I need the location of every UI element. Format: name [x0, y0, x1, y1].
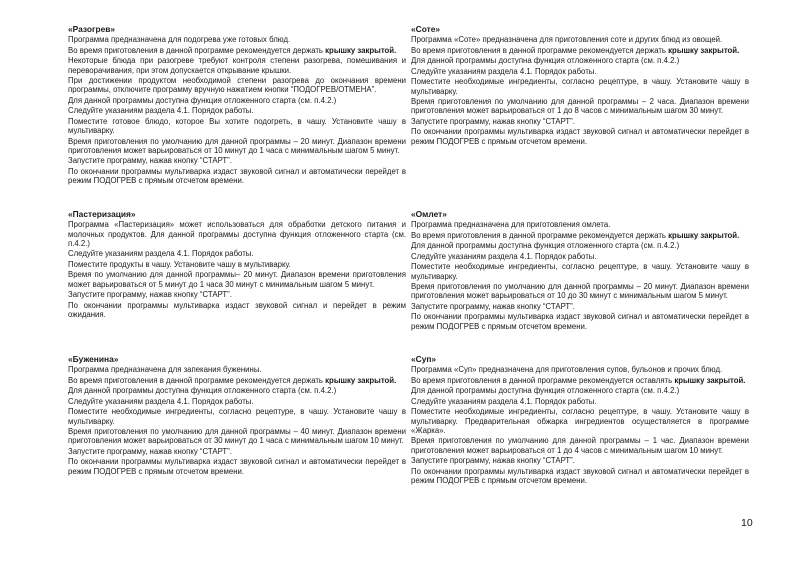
right-section: [411, 24, 749, 147]
paragraph-text: Поместите готовое блюдо, которое Вы хотите подогреть, в чашу. Установите чашу в мультиварку.: [68, 116, 406, 136]
paragraph: [411, 46, 749, 55]
paragraph-text: Время приготовления по умолчанию для данной программы – 20 минут. Диапазон времени приготовления может варьироваться от 10 до 30 минут с минимальным шагом 5 минут.: [411, 282, 749, 301]
paragraph-text: Для данной программы доступна функция отложенного старта (см. п.4.2.): [411, 241, 680, 251]
paragraph: [411, 35, 749, 44]
paragraph: [68, 249, 406, 258]
paragraph: [68, 35, 406, 44]
left-section: [68, 354, 406, 477]
paragraph: [68, 270, 406, 289]
right-section: [411, 209, 749, 332]
paragraph: [411, 456, 749, 465]
paragraph-text: Следуйте указаниям раздела 4.1. Порядок работы.: [68, 106, 254, 116]
paragraph-text: Программа «Соте» предназначена для приготовления соте и других блюд из овощей.: [411, 35, 723, 45]
paragraph-text: По окончании программы мультиварка издаст звуковой сигнал и автоматически перейдет в режим ПОДОГРЕВ с прямым отсчетом времени.: [411, 127, 749, 146]
paragraph: [68, 137, 406, 156]
paragraph: [68, 301, 406, 320]
paragraph-text: По окончании программы мультиварка издаст звуковой сигнал и автоматически перейдет в режим ПОДОГРЕВ с прямым отсчетом времени.: [411, 466, 749, 485]
section-title: «Соте»: [411, 24, 441, 34]
paragraph-text: Время по умолчанию для данной программы– 20 минут. Диапазон времени приготовления может варьироваться от 5 минут до 1 часа 30 минут с минимальным шагом 5 минут.: [68, 270, 406, 289]
paragraph: [68, 365, 406, 374]
paragraph-bold-text: крышку закрытой.: [674, 375, 746, 385]
section-title: «Омлет»: [411, 209, 447, 219]
paragraph-text: Во время приготовления в данной программе рекомендуется держать: [411, 230, 669, 240]
paragraph: [411, 386, 749, 395]
section-title: «Суп»: [411, 354, 437, 364]
paragraph-text: Для данной программы доступна функция отложенного старта (см. п.4.2.): [411, 56, 680, 66]
paragraph-text: Поместите продукты в чашу. Установите чашу в мультиварку.: [68, 259, 291, 269]
paragraph: [68, 220, 406, 248]
paragraph-text: Во время приготовления в данной программе рекомендуется держать: [68, 45, 326, 55]
paragraph-text: Запустите программу, нажав кнопку “СТАРТ”.: [411, 456, 575, 466]
paragraph-text: По окончании программы мультиварка издаст звуковой сигнал и автоматически перейдет в режим ПОДОГРЕВ с прямым отсчетом времени.: [68, 457, 406, 476]
paragraph: [411, 56, 749, 65]
paragraph: [411, 376, 749, 385]
paragraph: [411, 467, 749, 486]
paragraph-text: По окончании программы мультиварка издаст звуковой сигнал и перейдет в режим ожидания.: [68, 300, 406, 320]
paragraph: [68, 407, 406, 426]
paragraph: [411, 262, 749, 281]
paragraph: [68, 76, 406, 95]
paragraph-text: Программа предназначена для приготовления омлета.: [411, 220, 611, 230]
paragraph: [411, 397, 749, 406]
paragraph: [411, 302, 749, 311]
right-section: [411, 354, 749, 486]
paragraph: [68, 56, 406, 75]
paragraph-text: Запустите программу, нажав кнопку “СТАРТ”.: [411, 301, 575, 311]
paragraph: [68, 386, 406, 395]
paragraph-text: Запустите программу, нажав кнопку “СТАРТ”.: [411, 116, 575, 126]
paragraph: [411, 436, 749, 455]
paragraph-text: Время приготовления по умолчанию для данной программы – 40 минут. Диапазон времени приготовления может варьироваться от 30 минут до 1 часа с минимальным шагом 10 минут.: [68, 427, 406, 446]
paragraph-text: Для данной программы доступна функция отложенного старта (см. п.4.2.): [68, 386, 337, 396]
paragraph-bold-text: крышку закрытой.: [668, 230, 740, 240]
paragraph: [68, 260, 406, 269]
paragraph: [68, 46, 406, 55]
paragraph: [411, 365, 749, 374]
paragraph-text: Программа «Суп» предназначена для приготовления супов, бульонов и прочих блюд.: [411, 365, 723, 375]
paragraph: [68, 156, 406, 165]
paragraph: [411, 241, 749, 250]
paragraph-text: Запустите программу, нажав кнопку “СТАРТ”.: [68, 290, 232, 300]
paragraph-text: По окончании программы мультиварка издаст звуковой сигнал и автоматически перейдет в режим ПОДОГРЕВ с прямым отсчетом времени.: [68, 166, 406, 186]
paragraph: [68, 447, 406, 456]
paragraph: [411, 282, 749, 301]
paragraph-text: По окончании программы мультиварка издаст звуковой сигнал и автоматически перейдет в режим ПОДОГРЕВ с прямым отсчетом времени.: [411, 312, 749, 331]
paragraph-bold-text: крышку закрытой.: [325, 45, 397, 55]
paragraph-text: Во время приготовления в данной программе рекомендуется оставлять: [411, 375, 675, 385]
paragraph: [411, 127, 749, 146]
paragraph: [68, 427, 406, 446]
paragraph: [68, 290, 406, 299]
paragraph-text: Программа предназначена для запекания буженины.: [68, 365, 262, 375]
paragraph-text: Поместите необходимые ингредиенты, согласно рецептуре, в чашу. Установите чашу в мультиварку. Предварительная обжарка ингредиентов осуществляется в программе «Жарка».: [411, 407, 749, 435]
paragraph-bold-text: крышку закрытой.: [325, 375, 397, 385]
paragraph: [68, 167, 406, 186]
paragraph: [411, 97, 749, 116]
paragraph: [68, 96, 406, 105]
paragraph: [68, 457, 406, 476]
left-section: [68, 24, 406, 187]
paragraph-text: Время приготовления по умолчанию для данной программы – 20 минут. Диапазон времени приготовления может варьироваться от 10 минут до 1 часа с минимальным шагом 5 минут.: [68, 136, 406, 155]
paragraph: [68, 397, 406, 406]
paragraph-text: Время приготовления по умолчанию для данной программы – 2 часа. Диапазон времени приготовления может варьироваться от 1 до 8 часов с минимальным шагом 30 минут.: [411, 97, 749, 116]
paragraph-text: Во время приготовления в данной программе рекомендуется держать: [411, 45, 669, 55]
paragraph-text: Для данной программы доступна функция отложенного старта (см. п.4.2.): [68, 95, 337, 105]
paragraph: [411, 231, 749, 240]
paragraph: [411, 252, 749, 261]
page-number: 10: [741, 517, 753, 529]
paragraph-text: Следуйте указаниям раздела 4.1. Порядок работы.: [411, 396, 597, 406]
paragraph: [411, 407, 749, 435]
paragraph-text: Следуйте указаниям раздела 4.1. Порядок работы.: [411, 251, 597, 261]
paragraph-text: Запустите программу, нажав кнопку “СТАРТ”.: [68, 446, 232, 456]
paragraph: [411, 67, 749, 76]
section-title: «Разогрев»: [68, 24, 116, 34]
paragraph-text: Поместите необходимые ингредиенты, согласно рецептуре, в чашу. Установите чашу в мультиварку.: [411, 262, 749, 281]
left-section: [68, 209, 406, 321]
paragraph: [68, 106, 406, 115]
paragraph-text: Поместите необходимые ингредиенты, согласно рецептуре, в чашу. Установите чашу в мультиварку.: [411, 77, 749, 96]
paragraph-text: Следуйте указаниям раздела 4.1. Порядок работы.: [68, 396, 254, 406]
paragraph: [68, 376, 406, 385]
paragraph: [411, 77, 749, 96]
paragraph-text: Программа предназначена для подогрева уже готовых блюд.: [68, 35, 291, 45]
section-title: «Пастеризация»: [68, 209, 136, 219]
paragraph-text: Программа «Пастеризация» может использоваться для обработки детского питания и молочных продуктов. Для данной программы доступна функция отложенного старта (см. п.4.2.): [68, 220, 406, 248]
paragraph-text: Для данной программы доступна функция отложенного старта (см. п.4.2.): [411, 386, 680, 396]
paragraph-text: Поместите необходимые ингредиенты, согласно рецептуре, в чашу. Установите чашу в мультиварку.: [68, 407, 406, 426]
paragraph-text: Следуйте указаниям раздела 4.1. Порядок работы.: [68, 249, 254, 259]
paragraph-text: Запустите программу, нажав кнопку “СТАРТ”.: [68, 156, 232, 166]
section-title: «Буженина»: [68, 354, 119, 364]
paragraph-text: При достижении продуктом необходимой степени разогрева до окончания времени программы, отключите программу вручную нажатием кнопки “ПОДОГРЕВ/ОТМЕНА”.: [68, 76, 406, 95]
paragraph-bold-text: крышку закрытой.: [668, 45, 740, 55]
paragraph: [411, 220, 749, 229]
paragraph-text: Следуйте указаниям раздела 4.1. Порядок работы.: [411, 66, 597, 76]
paragraph-text: Некоторые блюда при разогреве требуют контроля степени разогрева, помешивания и переворачивания, при этом допускается открывание крышки.: [68, 56, 406, 75]
paragraph-text: Время приготовления по умолчанию для данной программы – 1 час. Диапазон времени приготовления может варьироваться от 1 до 4 часов с минимальным шагом 10 минут.: [411, 436, 749, 455]
paragraph: [68, 117, 406, 136]
paragraph-text: Во время приготовления в данной программе рекомендуется держать: [68, 375, 326, 385]
paragraph: [411, 117, 749, 126]
paragraph: [411, 312, 749, 331]
